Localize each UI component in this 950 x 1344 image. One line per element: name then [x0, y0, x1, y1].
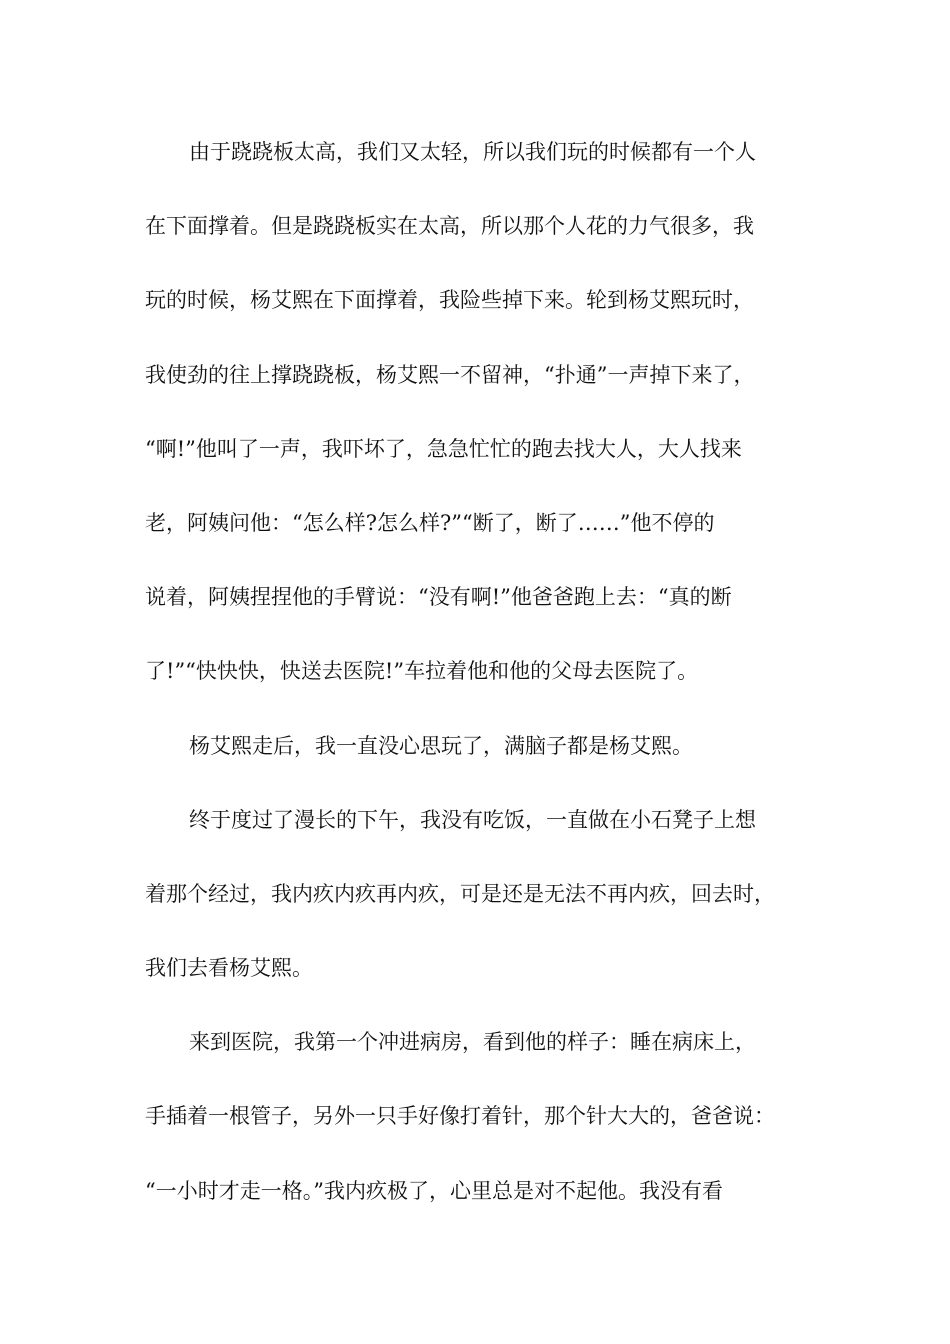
text-line: 杨艾熙走后，我一直没心思玩了，满脑子都是杨艾熙。 [189, 733, 693, 758]
text-line: 手插着一根管子，另外一只手好像打着针，那个针大大的，爸爸说： [145, 1104, 775, 1129]
text-line: 由于跷跷板太高，我们又太轻，所以我们玩的时候都有一个人 [189, 140, 756, 164]
text-line: 了!”“快快快，快送去医院!”车拉着他和他的父母去医院了。 [145, 659, 699, 684]
text-line: 着那个经过，我内疚内疚再内疚，可是还是无法不再内疚，回去时， [145, 881, 775, 906]
text-line: 在下面撑着。但是跷跷板实在太高，所以那个人花的力气很多，我 [145, 214, 754, 239]
text-line: 来到医院，我第一个冲进病房，看到他的样子：睡在病床上， [189, 1030, 756, 1055]
text-line: 玩的时候，杨艾熙在下面撑着，我险些掉下来。轮到杨艾熙玩时， [145, 288, 754, 313]
text-line: 说着，阿姨捏捏他的手臂说：“没有啊!”他爸爸跑上去：“真的断 [145, 585, 732, 610]
text-line: “一小时才走一格。”我内疚极了，心里总是对不起他。我没有看 [145, 1178, 723, 1203]
document-body [145, 126, 810, 1239]
text-line: 终于度过了漫长的下午，我没有吃饭，一直做在小石凳子上想 [189, 807, 756, 832]
text-line: 我们去看杨艾熙。 [145, 956, 313, 981]
text-line: 我使劲的往上撑跷跷板，杨艾熙一不留神，“扑通”一声掉下来了， [145, 362, 755, 387]
text-line: 老，阿姨问他：“怎么样?怎么样?”“断了，断了……”他不停的 [145, 510, 715, 535]
text-line: “啊!”他叫了一声，我吓坏了，急急忙忙的跑去找大人，大人找来 [145, 436, 742, 461]
